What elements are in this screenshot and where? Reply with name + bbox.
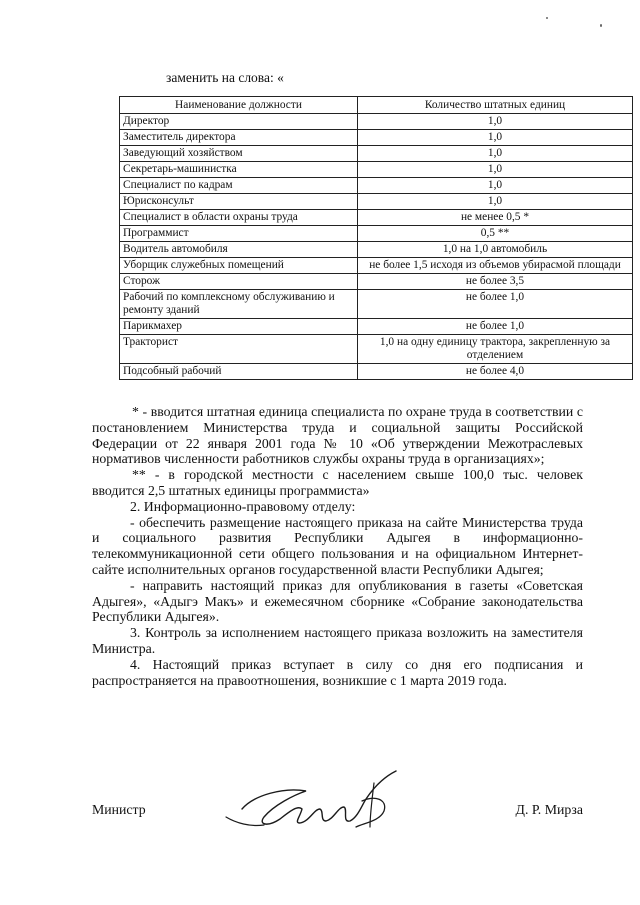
table-row xyxy=(120,364,633,380)
position-cell: Тракторист xyxy=(120,335,358,364)
table-row xyxy=(120,258,633,274)
item-2b: - направить настоящий приказ для опубликования в газеты «Советская Адыгея», «Адыгэ Макъ» и ежемесячном сборнике «Собрание законодательства Республики Адыгея». xyxy=(92,577,583,625)
table-row xyxy=(120,146,633,162)
position-cell: Подсобный рабочий xyxy=(120,364,358,380)
signatory-name: Д. Р. Мирза xyxy=(515,802,583,817)
table-row xyxy=(120,274,633,290)
table-row xyxy=(120,130,633,146)
position-cell: Юрисконсульт xyxy=(120,194,358,210)
quantity-cell: не более 3,5 xyxy=(358,274,633,290)
quantity-cell: не менее 0,5 * xyxy=(358,210,633,226)
position-cell: Рабочий по комплексному обслуживанию и ремонту зданий xyxy=(120,290,358,319)
item-2a: - обеспечить размещение настоящего приказа на сайте Министерства труда и социального развития Республики Адыгея в информационно-телекоммуникационной сети общего пользования и на официальном Интернет-сайте исполнительных органов государственной власти Республики Адыгея; xyxy=(92,514,583,577)
table-row xyxy=(120,114,633,130)
quantity-cell: 1,0 xyxy=(358,178,633,194)
staff-table xyxy=(119,96,633,380)
quantity-cell: не более 1,5 исходя из объемов убирасмой площади xyxy=(358,258,633,274)
table-row xyxy=(120,226,633,242)
header-position: Наименование должности xyxy=(120,97,358,114)
quantity-cell: 1,0 xyxy=(358,130,633,146)
header-quantity: Количество штатных единиц xyxy=(358,97,633,114)
footnote-2: ** - в городской местности с населением свыше 100,0 тыс. человек вводится 2,5 штатных единицы программиста» xyxy=(92,467,583,498)
quantity-cell: не более 4,0 xyxy=(358,364,633,380)
table-row xyxy=(120,335,633,364)
quantity-cell: 1,0 xyxy=(358,114,633,130)
table-row xyxy=(120,162,633,178)
footnote-1: * - вводится штатная единица специалиста по охране труда в соответствии с постановлением Министерства труда и социальной защиты Российской Федерации от 22 января 2001 года № 10 «Об утверждении Межотраслевых нормативов численности работников службы охраны труда в организациях»; xyxy=(92,404,583,467)
quantity-cell: не более 1,0 xyxy=(358,319,633,335)
quantity-cell: не более 1,0 xyxy=(358,290,633,319)
intro-text: заменить на слова: « xyxy=(166,70,284,85)
quantity-cell: 1,0 xyxy=(358,194,633,210)
table-row xyxy=(120,319,633,335)
item-2-heading: 2. Информационно-правовому отделу: xyxy=(130,498,356,514)
position-cell: Водитель автомобиля xyxy=(120,242,358,258)
item-3: 3. Контроль за исполнением настоящего приказа возложить на заместителя Министра. xyxy=(92,625,583,656)
table-row xyxy=(120,210,633,226)
quantity-cell: 1,0 xyxy=(358,146,633,162)
table-row xyxy=(120,242,633,258)
table-row xyxy=(120,178,633,194)
quantity-cell: 1,0 на 1,0 автомобиль xyxy=(358,242,633,258)
scan-speck xyxy=(546,17,548,19)
position-cell: Специалист в области охраны труда xyxy=(120,210,358,226)
quantity-cell: 1,0 xyxy=(358,162,633,178)
quantity-cell: 1,0 на одну единицу трактора, закрепленную за отделением xyxy=(358,335,633,364)
position-cell: Заместитель директора xyxy=(120,130,358,146)
position-cell: Секретарь-машинистка xyxy=(120,162,358,178)
table-row xyxy=(120,290,633,319)
quantity-cell: 0,5 ** xyxy=(358,226,633,242)
position-cell: Парикмахер xyxy=(120,319,358,335)
position-cell: Сторож xyxy=(120,274,358,290)
scan-speck xyxy=(600,24,602,27)
handwritten-signature xyxy=(224,765,414,845)
position-cell: Специалист по кадрам xyxy=(120,178,358,194)
position-cell: Директор xyxy=(120,114,358,130)
table-row xyxy=(120,194,633,210)
position-cell: Уборщик служебных помещений xyxy=(120,258,358,274)
position-cell: Заведующий хозяйством xyxy=(120,146,358,162)
item-4: 4. Настоящий приказ вступает в силу со дня его подписания и распространяется на правоотношения, возникшие с 1 марта 2019 года. xyxy=(92,656,583,688)
signatory-title: Министр xyxy=(92,802,146,817)
table-header-row xyxy=(120,97,633,114)
body-text xyxy=(92,404,583,688)
position-cell: Программист xyxy=(120,226,358,242)
